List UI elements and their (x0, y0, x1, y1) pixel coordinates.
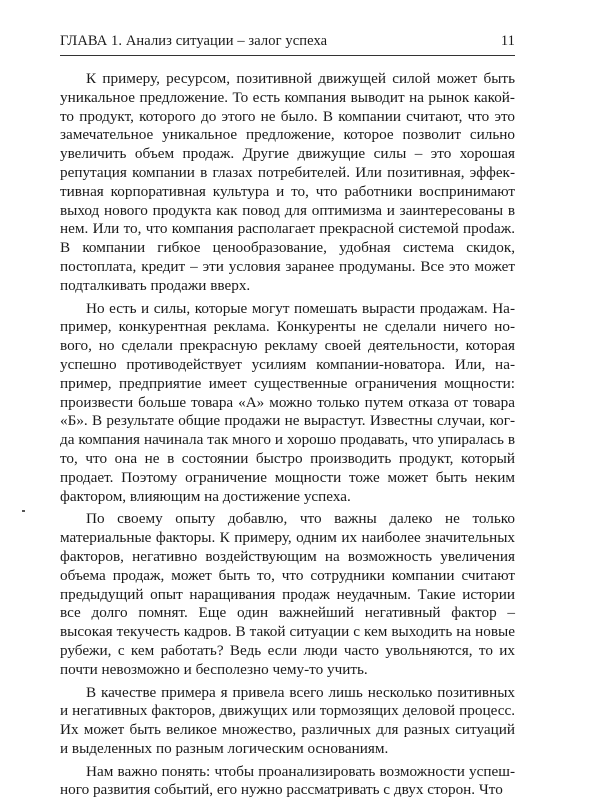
margin-mark (22, 510, 25, 512)
page-number: 11 (500, 33, 515, 49)
chapter-title: ГЛАВА 1. Анализ ситуации – залог успеха (60, 33, 328, 49)
running-header (60, 33, 515, 56)
paragraph: Нам важно понять: чтобы проанализировать возможности успешного развития событий, его нужно рассматривать с двух сторон. Что (60, 762, 515, 799)
paragraph: В качестве примера я привела всего лишь несколько позитивных и негативных факторов, движущих или тормозящих деловой процесс. Их может быть великое множество, различных для разных ситуаций и выделенных по разным логическим основаниям. (60, 683, 515, 757)
paragraph: По своему опыту добавлю, что важны далеко не только материальные факторы. К примеру, одним их наиболее значительных факторов, негативно воздействующим на возможность увеличения объема продаж, может быть то, что сотрудники компании считают предыдущий опыт наращивания продаж неудачным. Такие истории все долго помнят. Еще один важнейший негативный фактор – высокая текучесть кадров. В такой ситуации с кем выходить на новые рубежи, с кем работать? Ведь если люди часто увольняются, то их почти невозможно и бесполезно чему-то учить. (60, 510, 515, 678)
paragraph: К примеру, ресурсом, позитивной движущей силой может быть уникальное предложение. То есть компания выводит на рынок какой-то продукт, которого до этого не было. В компании считают, что это замечательное уникальное предложение, которое позволит сильно увеличить объем продаж. Другие движущие силы – это хорошая репутация компании в глазах потребителей. Или позитивная, эффективная корпоративная культура и то, что работники воспринимают выход нового продукта как повод для оптимизма и заинтересованы в нем. Или то, что компания располагает прекрасной системой проdаж. В компании гибкое ценообразование, удобная система скидок, постоплата, кредит – эти условия заранее продуманы. Все это может подталкивать продажи вверх. (60, 70, 515, 294)
paragraph: Но есть и силы, которые могут помешать вырасти продажам. Например, конкурентная реклама. Конкуренты не сделали ничего нового, но сделали прекрасную рекламу своей деятельности, которая успешно противодействует усилиям компании-новатора. Или, например, предприятие имеет существенные ограничения мощности: произвести больше товара «А» можно только путем отказа от товара «Б». В результате общие продажи не вырастут. Известны случаи, когда компания начинала так много и хорошо продавать, что упиралась в то, что она не в состоянии быстро производить продукт, который продает. Поэтому ограничение мощности тоже может быть неким фактором, влияющим на достижение успеха. (60, 299, 515, 505)
body-text (60, 70, 515, 804)
